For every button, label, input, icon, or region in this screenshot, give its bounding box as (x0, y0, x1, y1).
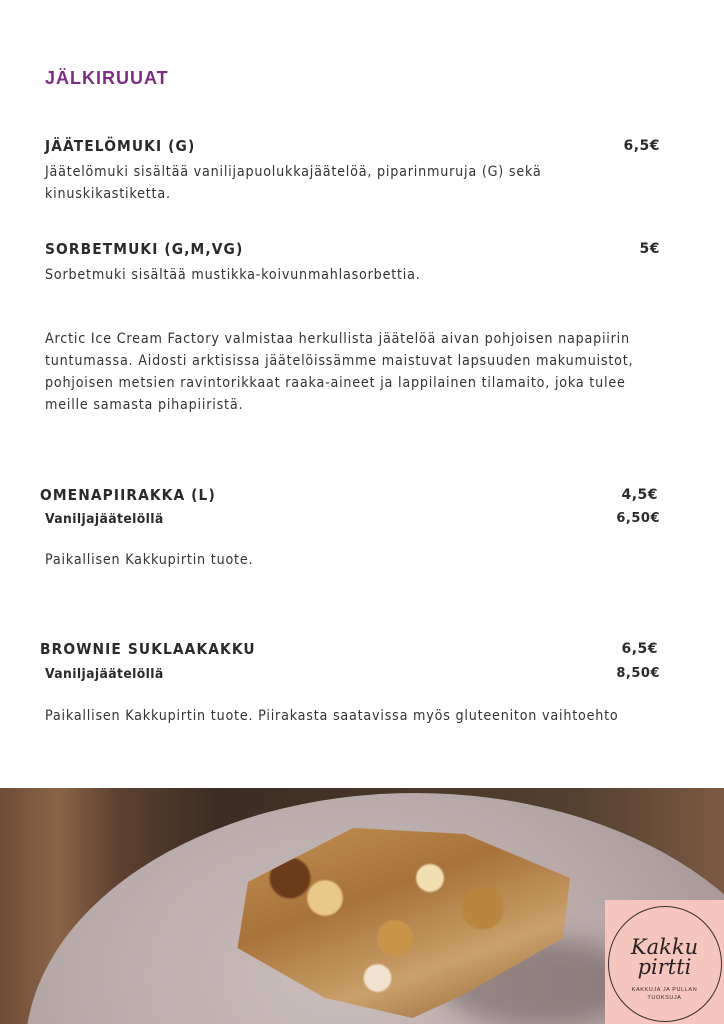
section-title: JÄLKIRUUAT (45, 68, 169, 88)
option-price-omenapiirakka: 6,50€ (616, 511, 660, 526)
item-description-jaatelomuki: Jäätelömuki sisältää vanilijapuolukkajäätelöä, piparinmuruja (G) sekä kinuskikastiketta. (45, 164, 542, 202)
item-price-omenapiirakka: 4,5€ (621, 487, 658, 503)
item-description-brownie: Paikallisen Kakkupirtin tuote. Piirakasta saatavissa myös gluteeniton vaihtoehto (45, 708, 619, 724)
item-name-sorbetmuki: SORBETMUKI (G,M,VG) (45, 240, 244, 258)
item-description-sorbetmuki: Sorbetmuki sisältää mustikka-koivunmahlasorbettia. (45, 267, 421, 283)
info-paragraph: Arctic Ice Cream Factory valmistaa herkullista jäätelöä aivan pohjoisen napapiirin tuntumassa. Aidosti arktisissa jäätelöissämme maistuvat lapsuuden makumuistot, pohjoisen metsien ravintorikkaat raaka-aineet ja lappilainen tilamaito, joka tulee meille samasta pihapiiristä. (45, 331, 634, 413)
option-label-omenapiirakka: Vaniljajäätelöllä (45, 511, 164, 527)
option-label-brownie: Vaniljajäätelöllä (45, 666, 164, 682)
logo-wordmark-line2: pirtti (637, 955, 692, 979)
kakkupirtti-logo (605, 900, 724, 1024)
item-name-jaatelomuki: JÄÄTELÖMUKI (G) (45, 137, 196, 155)
item-name-brownie: BROWNIE SUKLAAKAKKU (40, 640, 256, 658)
item-price-brownie: 6,5€ (621, 641, 658, 657)
item-price-jaatelomuki: 6,5€ (623, 138, 660, 154)
option-price-brownie: 8,50€ (616, 666, 660, 681)
logo-tagline-line1: KAKKUJA JA PULLAN (631, 987, 698, 993)
logo-tagline-line2: TUOKSUJA (647, 995, 682, 1001)
logo-wordmark-line1: Kakku (630, 935, 699, 959)
item-name-omenapiirakka: OMENAPIIRAKKA (L) (40, 486, 216, 504)
item-description-omenapiirakka: Paikallisen Kakkupirtin tuote. (45, 552, 254, 568)
item-price-sorbetmuki: 5€ (639, 241, 660, 257)
